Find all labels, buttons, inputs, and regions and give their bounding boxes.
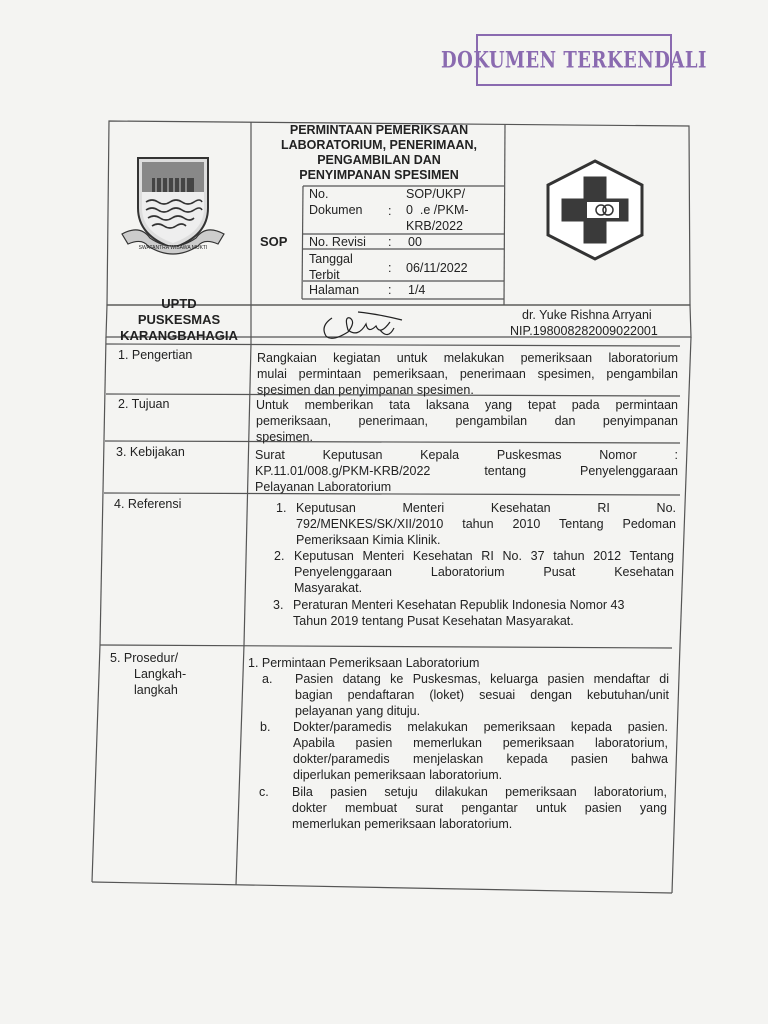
body-line: Dokter/paramedis melakukan pemeriksaan kepada pasien. (293, 720, 668, 734)
body-line: mulai permintaan pemeriksaan, penerimaan spesimen, pengambilan (257, 367, 678, 381)
body-line: dokter membuat surat pengantar untuk pasien yang (292, 801, 667, 815)
body-line: diperlukan pemeriksaan laboratorium. (293, 768, 503, 782)
body-line: pemeriksaan, penerimaan, pengambilan dan penyimpanan (256, 414, 678, 428)
emblem-motto: SWATANTRA WIBAWA MUKTI (138, 245, 208, 251)
no-revisi-label: No. Revisi (309, 235, 366, 249)
body-line: KP.11.01/008.g/PKM-KRB/2022 tentang Penyelenggaraan (255, 464, 678, 478)
body-line: Peraturan Menteri Kesehatan Republik Indonesia Nomor 43 (293, 598, 625, 612)
section-body-pengertian (257, 350, 678, 398)
puskesmas-logo-icon (543, 158, 647, 262)
bekasi-emblem-icon (120, 152, 226, 260)
body-line: spesimen dan penyimpanan spesimen. (257, 383, 474, 397)
label-line: Terbit (309, 268, 340, 282)
body-line: Keputusan Menteri Kesehatan RI No. (296, 501, 676, 515)
body-line: dokter/paramedis menjelaskan kepada pasien bahwa (293, 752, 668, 766)
halaman-label: Halaman (309, 283, 360, 297)
reference-item (293, 597, 673, 629)
halaman-value: 1/4 (408, 283, 426, 297)
body-line: Penyelenggaraan Laboratorium Pusat Kesehatan (294, 565, 674, 579)
body-line: spesimen. (256, 430, 313, 444)
signer-name: dr. Yuke Rishna Arryani (522, 308, 652, 322)
list-letter: a. (262, 672, 273, 686)
body-line: bagian pendaftaran (loket) sesuai dengan kebutuhan/unit (295, 688, 669, 702)
reference-item (296, 500, 676, 548)
no-dokumen-value (406, 186, 469, 234)
list-letter: b. (260, 720, 271, 734)
body-line: Untuk memberikan tata laksana yang tepat pada permintaan (256, 398, 678, 412)
section-label-tujuan: 2. Tujuan (118, 397, 170, 411)
body-line: Masyarakat. (294, 581, 363, 595)
title-line: PENGAMBILAN DAN (317, 153, 441, 167)
procedure-step (293, 719, 668, 783)
body-line: Bila pasien setuju dilakukan pemeriksaan laboratorium, (292, 785, 667, 799)
section-label-kebijakan: 3. Kebijakan (116, 445, 185, 459)
body-line: 792/MENKES/SK/XII/2010 tahun 2010 Tentang Pedoman (296, 517, 676, 531)
colon: : (388, 261, 392, 275)
tanggal-terbit-label (309, 251, 353, 283)
body-line: Apabila pasien memerlukan pemeriksaan laboratorium, (293, 736, 668, 750)
label-line: Tanggal (309, 252, 353, 266)
section-label-prosedur (110, 650, 186, 698)
stamp-text: DOKUMEN TERKENDALI (441, 46, 707, 74)
signature-icon (318, 308, 408, 344)
label-line: Langkah- (134, 667, 187, 681)
label-line: langkah (134, 683, 178, 697)
value-line: KRB/2022 (406, 219, 463, 233)
body-line: memerlukan pemeriksaan laboratorium. (292, 817, 513, 831)
body-line: pelayanan yang dituju. (295, 704, 421, 718)
label-line: No. (309, 187, 329, 201)
section-label-referensi: 4. Referensi (114, 497, 182, 511)
organization-name (108, 296, 250, 344)
list-letter: c. (259, 785, 269, 799)
body-line: Pasien datang ke Puskesmas, keluarga pasien mendaftar di (295, 672, 669, 686)
signer-nip: NIP.198008282009022001 (510, 324, 658, 338)
body-line: Keputusan Menteri Kesehatan RI No. 37 tahun 2012 Tentang (294, 549, 674, 563)
org-line: KARANGBAHAGIA (120, 328, 238, 343)
document-title (254, 123, 504, 183)
body-line: Pelayanan Laboratorium (255, 480, 392, 494)
value-line: SOP/UKP/ (406, 187, 466, 201)
org-line: UPTD (161, 296, 197, 311)
list-number: 2. (274, 549, 285, 563)
title-line: LABORATORIUM, PENERIMAAN, (280, 138, 478, 152)
section-body-tujuan (256, 397, 678, 445)
title-line: PERMINTAAN PEMERIKSAAN (289, 123, 469, 137)
org-line: PUSKESMAS (137, 312, 221, 327)
reference-item (294, 548, 674, 596)
procedure-step (295, 671, 669, 719)
body-line: Tahun 2019 tentang Pusat Kesehatan Masyarakat. (293, 614, 574, 628)
section-label-pengertian: 1. Pengertian (118, 348, 193, 362)
label-line: Dokumen (309, 203, 363, 217)
no-dokumen-label (309, 186, 363, 218)
value-line: 0 .e /PKM- (406, 203, 469, 217)
list-number: 3. (273, 598, 284, 612)
body-line: Rangkaian kegiatan untuk melakukan pemeriksaan laboratorium (257, 351, 678, 365)
title-line: PENYIMPANAN SPESIMEN (299, 168, 459, 182)
no-revisi-value: 00 (408, 235, 422, 249)
colon: : (388, 204, 392, 218)
colon: : (388, 235, 392, 249)
label-line: 5. Prosedur/ (110, 651, 179, 665)
section-body-kebijakan (255, 447, 678, 495)
body-line: Surat Keputusan Kepala Puskesmas Nomor : (255, 448, 678, 462)
sop-label: SOP (260, 234, 288, 249)
procedure-heading: 1. Permintaan Pemeriksaan Laboratorium (248, 656, 480, 670)
colon: : (388, 283, 392, 297)
procedure-step (292, 784, 667, 832)
body-line: Pemeriksaan Kimia Klinik. (296, 533, 441, 547)
list-number: 1. (276, 501, 287, 515)
tanggal-terbit-value: 06/11/2022 (406, 261, 468, 275)
